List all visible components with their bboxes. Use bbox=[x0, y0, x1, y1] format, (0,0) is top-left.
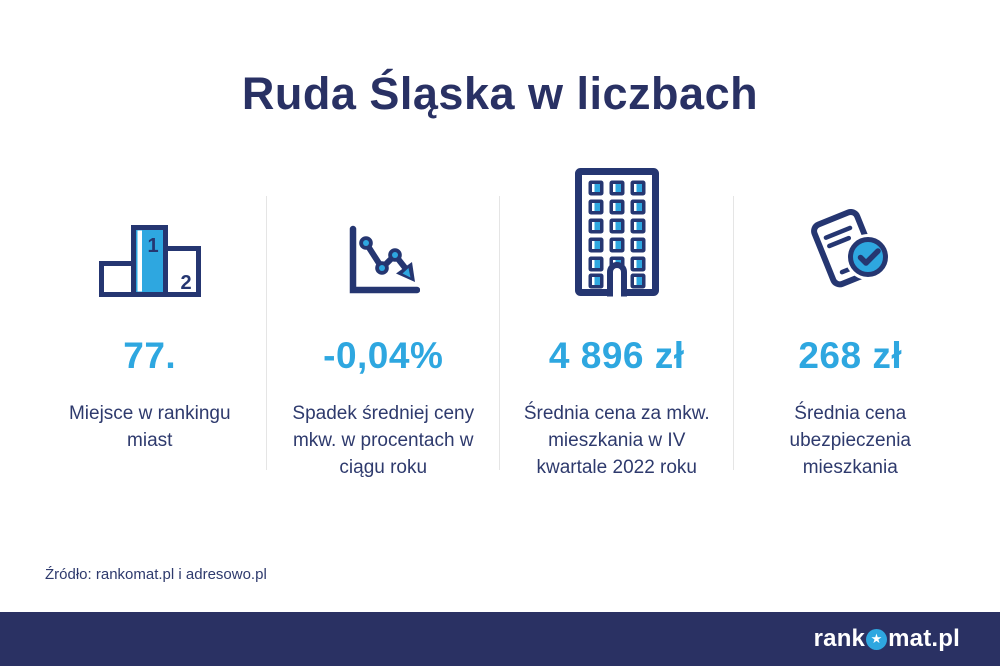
stats-row bbox=[33, 165, 967, 482]
page-title: Ruda Śląska w liczbach bbox=[241, 68, 759, 119]
stat-value-price-sqm: 4 896 zł bbox=[548, 335, 685, 376]
insurance-policy-icon bbox=[804, 165, 896, 297]
logo-text-prefix: rank bbox=[813, 625, 866, 652]
stat-label-insurance: Średnia cena ubezpieczenia mieszkania bbox=[789, 403, 911, 478]
podium-first-place-label: 1 bbox=[147, 235, 159, 257]
price-decline-chart-icon bbox=[346, 165, 420, 297]
stat-price-sqm bbox=[500, 165, 734, 482]
column-divider bbox=[266, 196, 267, 470]
rankomat-logo bbox=[814, 625, 960, 653]
stat-label-price-change: Spadek średniej ceny mkw. w procentach w ciągu roku bbox=[292, 403, 475, 478]
stat-label-ranking: Miejsce w rankingu miast bbox=[68, 403, 231, 451]
stat-insurance bbox=[734, 165, 968, 482]
stat-price-change bbox=[267, 165, 501, 482]
column-divider bbox=[499, 196, 500, 470]
stat-label-price-sqm: Średnia cena za mkw. mieszkania w IV kwartale 2022 roku bbox=[523, 403, 710, 478]
stat-ranking bbox=[33, 165, 267, 482]
podium-second-place-label: 2 bbox=[180, 272, 192, 294]
stat-value-price-change: -0,04% bbox=[323, 335, 444, 376]
column-divider bbox=[733, 196, 734, 470]
logo-text-suffix: mat.pl bbox=[888, 625, 960, 652]
apartment-building-icon bbox=[574, 165, 660, 297]
source-note: Źródło: rankomat.pl i adresowo.pl bbox=[45, 566, 267, 583]
podium-icon bbox=[99, 165, 201, 297]
star-icon: ★ bbox=[866, 629, 887, 650]
stat-value-insurance: 268 zł bbox=[798, 335, 903, 376]
stat-value-ranking: 77. bbox=[123, 335, 177, 376]
footer-bar bbox=[0, 612, 1000, 666]
